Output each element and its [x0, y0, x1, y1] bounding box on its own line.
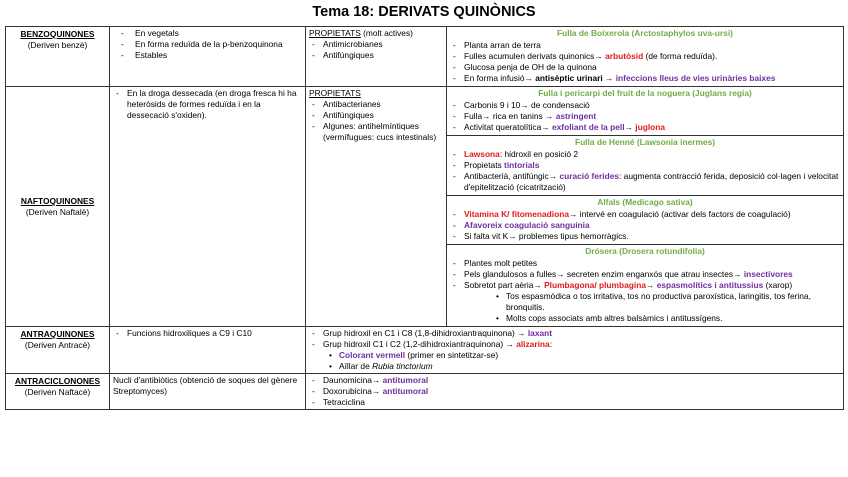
list-item: - Plantes molt petites: [450, 258, 840, 269]
list-item: - Antifúngiques: [309, 50, 443, 61]
list-item: - Planta arran de terra: [450, 40, 840, 51]
plant-title: Alfals (Medicago sativa): [597, 197, 693, 207]
list-item: - Sobretot part aèria→ Plumbagona/ plumbagina→ espasmolítics i antitussius (xarop): [450, 280, 840, 291]
row-antraciclonones: [6, 374, 844, 410]
category-name: ANTRAQUINONES: [20, 329, 95, 339]
properties-heading: PROPIETATS: [309, 88, 361, 98]
properties-cell: [306, 27, 447, 87]
list-item: - Antibacterianes: [309, 99, 443, 110]
list-item: • Colorant vermell (primer en sintetitzar-se): [309, 350, 840, 361]
category-cell: [6, 87, 110, 327]
list-item: - En forma infusió→ antisèptic urinari → infeccions lleus de vies urinàries baixes: [450, 73, 840, 84]
description-cell: [110, 27, 306, 87]
list-item: - Fulla→ rica en tanins → astringent: [450, 111, 840, 122]
category-name: NAFTOQUINONES: [20, 196, 95, 206]
category-cell: [6, 27, 110, 87]
list-item: - Glucosa penja de OH de la quinona: [450, 62, 840, 73]
list-item: - Pels glandulosos a fulles→ secreten enzim enganxós que atrau insectes→ insectívores: [450, 269, 840, 280]
plant-alfals: [447, 195, 843, 244]
category-cell: [6, 374, 110, 410]
list-item: - Antibacterià, antifúngic→ curació ferides: augmenta contracció ferida, deposició col·lagen i velocitat d'epitelització (cicatrització): [450, 171, 840, 193]
list-item: - Carbonis 9 i 10→ de condensació: [450, 100, 840, 111]
description-cell: [110, 327, 306, 374]
list-item: - Fulles acumulen derivats quinonics→ arbutòsid (de forma reduïda).: [450, 51, 840, 62]
row-benzoquinones: [6, 27, 844, 87]
row-antraquinones: [6, 327, 844, 374]
list-item: - Vitamina K/ fitomenadiona→ intervé en coagulació (activar dels factors de coagulació): [450, 209, 840, 220]
plant-title: Fulla de Henné (Lawsonia inermes): [574, 137, 716, 147]
category-origin: (Deriven Naftacè): [24, 387, 91, 397]
category-name: ANTRACICLONONES: [14, 376, 101, 386]
plant-noguera: [447, 87, 843, 135]
category-name: BENZOQUINONES: [20, 29, 95, 39]
list-item: - Antimicrobianes: [309, 39, 443, 50]
list-item: - En forma reduïda de la p-benzoquinona: [113, 39, 302, 50]
list-item: - Activitat queratolítica→ exfoliant de la pell→ juglona: [450, 122, 840, 133]
page-title: Tema 18: DERIVATS QUINÒNICS: [312, 4, 536, 20]
plant-boixerola: [447, 27, 843, 86]
list-item: - Afavoreix coagulació sanguínia: [450, 220, 840, 231]
plant-title: Fulla i pericarpi del fruit de la noguera (Juglans regia): [538, 88, 752, 98]
category-cell: [6, 327, 110, 374]
list-item: - Funcions hidroxiliques a C9 i C10: [113, 328, 302, 339]
plant-title: Fulla de Boixerola (Arctostaphylos uva-ursi): [557, 28, 733, 38]
list-item: - Grup hidroxil en C1 i C8 (1,8-dihidroxiantraquinona) → laxant: [309, 328, 840, 339]
list-item: • Molts cops associats amb altres balsàmics i antitussígens.: [450, 313, 840, 324]
list-item: - Grup hidroxil C1 i C2 (1,2-dihidroxiantraquinona) → alizarina:: [309, 339, 840, 350]
list-item: - Doxorubicina→ antitumoral: [309, 386, 840, 397]
examples-cell: [447, 87, 844, 327]
examples-cell: [447, 27, 844, 87]
list-item: • Tos espasmòdica o tos irritativa, tos no productiva paroxística, laringitis, tos ferina, bronquitis.: [450, 291, 840, 313]
category-origin: (Deriven Antracè): [24, 340, 91, 350]
list-item: - En la droga dessecada (en droga fresca hi ha heteròsids de formes reduïda i en la dessecació s'oxiden).: [113, 88, 302, 121]
list-item: - Propietats tintorials: [450, 160, 840, 171]
plant-drosera: [447, 244, 843, 326]
plant-henne: [447, 135, 843, 195]
category-origin: (Deriven benzè): [27, 40, 88, 50]
properties-cell: [306, 374, 844, 410]
list-item: • Aïllar de Rubia tinctorium: [309, 361, 840, 372]
description-cell: [110, 87, 306, 327]
plant-title: Drósera (Drosera rotundifolia): [585, 246, 705, 256]
list-item: - Tetraciclina: [309, 397, 840, 408]
row-naftoquinones: [6, 87, 844, 327]
list-item: - Antifúngiques: [309, 110, 443, 121]
quinone-table: [5, 26, 844, 410]
properties-heading: PROPIETATS (molt actives): [309, 28, 413, 38]
list-item: - Si falta vit K→ problemes tipus hemorràgics.: [450, 231, 840, 242]
list-item: - Algunes: antihelmíntiques (vermífugues: cucs intestinals): [309, 121, 443, 143]
list-item: - Lawsona: hidroxil en posició 2: [450, 149, 840, 160]
category-origin: (Deriven Naftalè): [25, 207, 90, 217]
list-item: - Estables: [113, 50, 302, 61]
list-item: - Daunomicina→ antitumoral: [309, 375, 840, 386]
description-cell: Nucli d'antibiòtics (obtenció de soques del gènere Streptomyces): [110, 374, 306, 410]
properties-cell: [306, 327, 844, 374]
list-item: - En vegetals: [113, 28, 302, 39]
properties-cell: [306, 87, 447, 327]
